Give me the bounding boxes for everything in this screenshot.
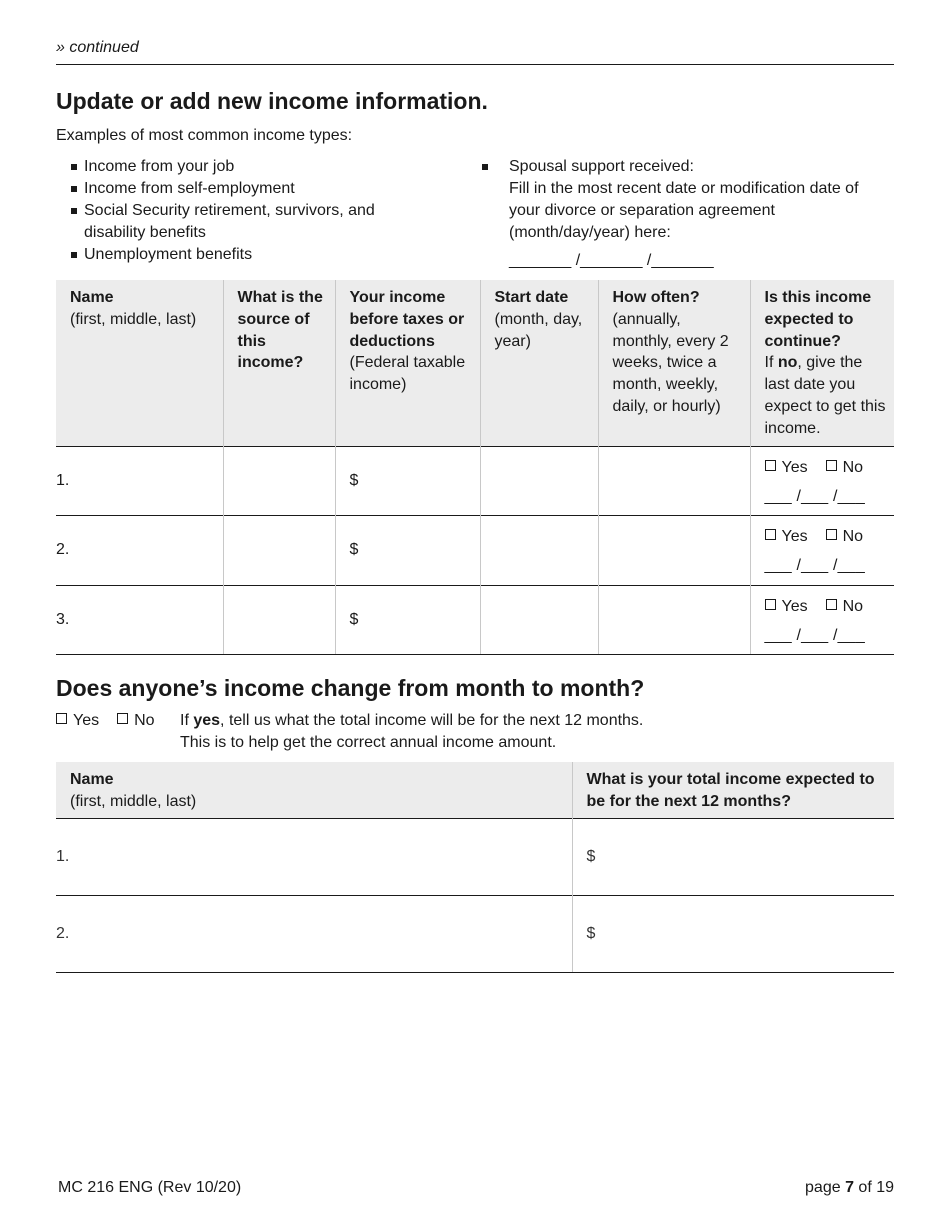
form-id: MC 216 ENG (Rev 10/20) <box>58 1179 242 1196</box>
income-examples-list <box>56 156 396 266</box>
how-often-cell[interactable] <box>598 516 750 586</box>
income-cell[interactable]: $ <box>335 516 480 586</box>
continue-cell <box>750 516 894 586</box>
table-row <box>56 516 894 586</box>
income-table <box>56 280 894 655</box>
continue-cell <box>750 446 894 516</box>
col-total-income: What is your total income expected to be for the next 12 months? <box>572 762 894 818</box>
yes-label: Yes <box>781 458 808 476</box>
monthly-change-instructions: If yes, tell us what the total income will be for the next 12 months. This is to help get the correct annual income amount. <box>180 712 644 751</box>
income-cell[interactable]: $ <box>335 446 480 516</box>
yes-label: Yes <box>781 528 808 546</box>
list-item: Unemployment benefits <box>56 244 396 266</box>
page-number: page 7 of 19 <box>805 1179 894 1196</box>
spousal-support-instruction: Fill in the most recent date or modification date of your divorce or separation agreement (month/day/year) here: <box>509 180 859 241</box>
spousal-support-label: Spousal support received: <box>509 158 694 175</box>
spousal-support-list <box>481 156 894 272</box>
yes-checkbox[interactable] <box>56 713 67 724</box>
last-date-field[interactable]: ___ /___ /___ <box>764 626 865 644</box>
start-date-cell[interactable] <box>480 516 598 586</box>
source-cell[interactable] <box>223 446 335 516</box>
spousal-support-item <box>481 156 894 272</box>
no-label: No <box>842 597 864 615</box>
annual-income-table <box>56 762 894 973</box>
source-cell[interactable] <box>223 585 335 655</box>
col-income: Your income before taxes or deductions (Federal taxable income) <box>335 280 480 446</box>
how-often-cell[interactable] <box>598 585 750 655</box>
table-row <box>56 585 894 655</box>
total-income-cell[interactable]: $ <box>572 818 894 895</box>
yes-checkbox[interactable] <box>765 460 776 471</box>
no-checkbox[interactable] <box>826 460 837 471</box>
list-item: Income from your job <box>56 156 396 178</box>
form-page <box>56 0 894 1230</box>
table-row <box>56 895 894 972</box>
start-date-cell[interactable] <box>480 585 598 655</box>
table-row <box>56 818 894 895</box>
yes-checkbox[interactable] <box>765 599 776 610</box>
name-cell[interactable]: 2. <box>56 895 572 972</box>
section-title-income: Update or add new income information. <box>56 88 488 114</box>
col-how-often: How often? (annually, monthly, every 2 weeks, twice a month, weekly, daily, or hourly) <box>598 280 750 446</box>
yes-label: Yes <box>781 597 808 615</box>
how-often-cell[interactable] <box>598 446 750 516</box>
last-date-field[interactable]: ___ /___ /___ <box>764 487 865 505</box>
no-checkbox[interactable] <box>826 529 837 540</box>
name-cell[interactable]: 2. <box>56 516 223 586</box>
yes-no-options <box>56 710 155 732</box>
col-name: Name (first, middle, last) <box>56 762 572 818</box>
list-item: Income from self-employment <box>56 178 396 200</box>
col-start-date: Start date (month, day, year) <box>480 280 598 446</box>
no-checkbox[interactable] <box>826 599 837 610</box>
continued-label: » continued <box>56 39 139 56</box>
source-cell[interactable] <box>223 516 335 586</box>
top-divider <box>56 64 894 65</box>
name-cell[interactable]: 1. <box>56 446 223 516</box>
no-label: No <box>134 712 155 729</box>
col-continue: Is this income expected to continue? If no, give the last date you expect to get this income. <box>750 280 894 446</box>
yes-checkbox[interactable] <box>765 529 776 540</box>
list-item: Social Security retirement, survivors, and disability benefits <box>56 200 396 244</box>
name-cell[interactable]: 3. <box>56 585 223 655</box>
income-cell[interactable]: $ <box>335 585 480 655</box>
yes-label: Yes <box>73 712 100 729</box>
start-date-cell[interactable] <box>480 446 598 516</box>
section-title-monthly-change: Does anyone’s income change from month to month? <box>56 675 645 701</box>
col-source: What is the source of this income? <box>223 280 335 446</box>
total-income-cell[interactable]: $ <box>572 895 894 972</box>
last-date-field[interactable]: ___ /___ /___ <box>764 557 865 575</box>
continue-cell <box>750 585 894 655</box>
col-name: Name (first, middle, last) <box>56 280 223 446</box>
no-label: No <box>842 528 864 546</box>
spousal-date-field[interactable]: _______ /_______ /_______ <box>509 252 714 269</box>
no-label: No <box>842 458 864 476</box>
examples-intro: Examples of most common income types: <box>56 127 353 144</box>
name-cell[interactable]: 1. <box>56 818 572 895</box>
table-row <box>56 446 894 516</box>
no-checkbox[interactable] <box>117 713 128 724</box>
